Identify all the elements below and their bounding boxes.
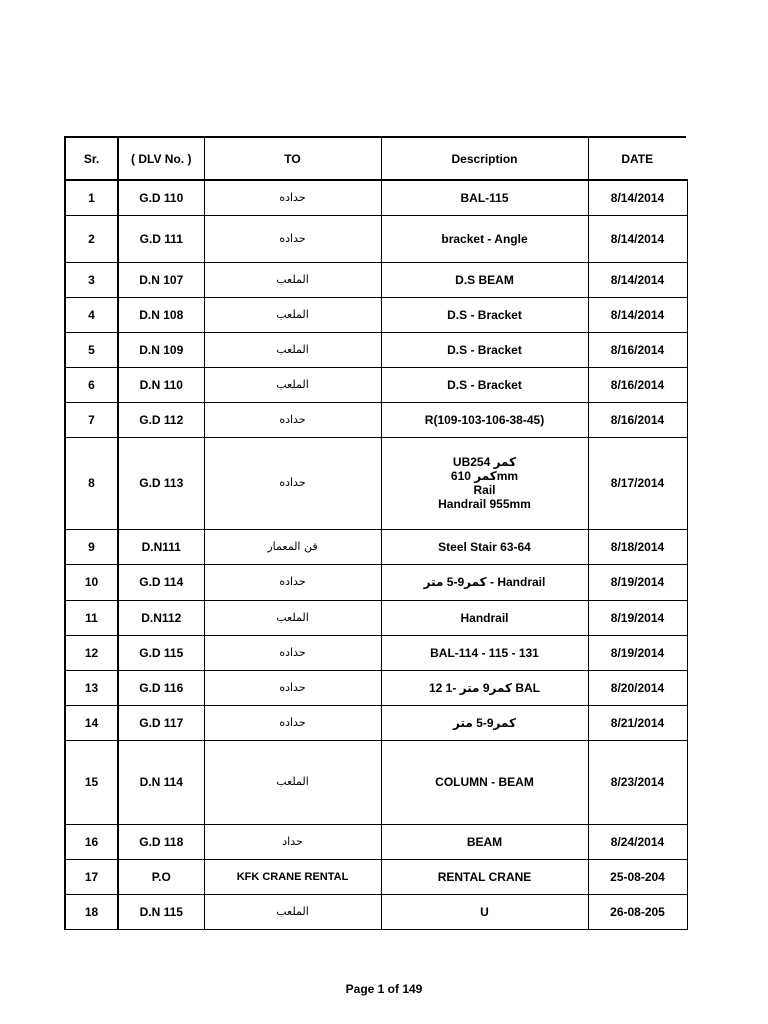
cell-date: 8/14/2014	[588, 180, 687, 215]
header-sr: Sr.	[65, 137, 118, 180]
cell-description	[381, 859, 588, 894]
header-description: Description	[381, 137, 588, 180]
description-line: كمر9-5 متر	[452, 715, 516, 730]
cell-dlv-no: D.N 107	[118, 262, 204, 297]
cell-dlv-no: D.N 114	[118, 740, 204, 824]
cell-dlv-no: G.D 111	[118, 215, 204, 262]
table-row	[65, 635, 687, 670]
cell-sr: 6	[65, 367, 118, 402]
cell-to: حداده	[204, 705, 381, 740]
cell-to: الملعب	[204, 600, 381, 635]
cell-sr: 17	[65, 859, 118, 894]
cell-to: حداده	[204, 670, 381, 705]
description-line: bracket - Angle	[441, 231, 528, 246]
cell-dlv-no: D.N 109	[118, 332, 204, 367]
cell-to: حداده	[204, 402, 381, 437]
cell-dlv-no: D.N 110	[118, 367, 204, 402]
cell-date: 8/16/2014	[588, 402, 687, 437]
cell-to: الملعب	[204, 367, 381, 402]
description-line: D.S - Bracket	[447, 377, 522, 392]
cell-dlv-no: G.D 118	[118, 824, 204, 859]
description-line: BAL-114 - 115 - 131	[430, 645, 539, 660]
cell-sr: 15	[65, 740, 118, 824]
cell-dlv-no: G.D 113	[118, 437, 204, 529]
table-row	[65, 705, 687, 740]
cell-description	[381, 367, 588, 402]
cell-dlv-no: G.D 115	[118, 635, 204, 670]
cell-date: 8/19/2014	[588, 635, 687, 670]
cell-description	[381, 564, 588, 600]
description-line: U	[480, 904, 489, 919]
table-row	[65, 529, 687, 564]
table-header-row	[65, 137, 687, 180]
cell-to: الملعب	[204, 297, 381, 332]
cell-to: KFK CRANE RENTAL	[204, 859, 381, 894]
cell-date: 8/17/2014	[588, 437, 687, 529]
cell-sr: 10	[65, 564, 118, 600]
table-row	[65, 402, 687, 437]
delivery-log-table	[64, 136, 688, 930]
cell-to: حداده	[204, 180, 381, 215]
cell-description	[381, 670, 588, 705]
cell-sr: 1	[65, 180, 118, 215]
cell-date: 8/14/2014	[588, 215, 687, 262]
description-line: BEAM	[466, 834, 503, 849]
cell-description	[381, 600, 588, 635]
cell-description	[381, 824, 588, 859]
cell-description	[381, 705, 588, 740]
cell-dlv-no: D.N 115	[118, 894, 204, 929]
cell-to: حداده	[204, 437, 381, 529]
cell-to: الملعب	[204, 740, 381, 824]
table-row	[65, 824, 687, 859]
cell-to: الملعب	[204, 332, 381, 367]
header-date: DATE	[588, 137, 687, 180]
cell-to: حداده	[204, 635, 381, 670]
cell-date: 8/21/2014	[588, 705, 687, 740]
table-row	[65, 894, 687, 929]
cell-sr: 5	[65, 332, 118, 367]
cell-dlv-no: G.D 112	[118, 402, 204, 437]
table-row	[65, 564, 687, 600]
header-dlv-no: ( DLV No. )	[118, 137, 204, 180]
cell-sr: 13	[65, 670, 118, 705]
cell-dlv-no: G.D 117	[118, 705, 204, 740]
cell-to: فن المعمار	[204, 529, 381, 564]
cell-date: 8/14/2014	[588, 297, 687, 332]
cell-description	[381, 297, 588, 332]
cell-sr: 3	[65, 262, 118, 297]
description-line: RENTAL CRANE	[437, 869, 532, 884]
cell-date: 8/19/2014	[588, 600, 687, 635]
table-row	[65, 215, 687, 262]
cell-date: 8/24/2014	[588, 824, 687, 859]
table-row	[65, 297, 687, 332]
cell-to: الملعب	[204, 894, 381, 929]
cell-date: 8/18/2014	[588, 529, 687, 564]
header-to: TO	[204, 137, 381, 180]
cell-sr: 2	[65, 215, 118, 262]
description-line: R(109-103-106-38-45)	[424, 412, 545, 427]
cell-date: 8/16/2014	[588, 367, 687, 402]
cell-description	[381, 332, 588, 367]
description-line: كمر9-5 متر - Handrail	[423, 575, 546, 589]
table-row	[65, 670, 687, 705]
cell-sr: 8	[65, 437, 118, 529]
cell-description	[381, 635, 588, 670]
table-row	[65, 437, 687, 529]
table-row	[65, 180, 687, 215]
cell-to: حداد	[204, 824, 381, 859]
description-line: BAL-115	[460, 190, 509, 205]
page-number: Page 1 of 149	[345, 982, 423, 996]
description-line: Handrail	[460, 610, 509, 625]
description-line: D.S - Bracket	[447, 307, 522, 322]
cell-sr: 11	[65, 600, 118, 635]
cell-description	[381, 740, 588, 824]
table-row	[65, 262, 687, 297]
cell-date: 8/14/2014	[588, 262, 687, 297]
description-line: D.S BEAM	[455, 272, 514, 287]
cell-to: الملعب	[204, 262, 381, 297]
description-line: D.S - Bracket	[447, 342, 522, 357]
description-line: COLUMN - BEAM	[435, 775, 534, 789]
cell-date: 8/16/2014	[588, 332, 687, 367]
description-line: كمر 610mm	[450, 469, 519, 483]
description-line: كمر9 متر -1 12 BAL	[428, 680, 541, 695]
cell-dlv-no: G.D 110	[118, 180, 204, 215]
cell-description	[381, 180, 588, 215]
cell-date: 8/19/2014	[588, 564, 687, 600]
description-line: Handrail 955mm	[438, 497, 531, 511]
cell-to: حداده	[204, 564, 381, 600]
cell-dlv-no: G.D 116	[118, 670, 204, 705]
cell-sr: 18	[65, 894, 118, 929]
cell-dlv-no: D.N112	[118, 600, 204, 635]
cell-dlv-no: D.N 108	[118, 297, 204, 332]
cell-description	[381, 529, 588, 564]
description-line: Steel Stair 63-64	[438, 539, 531, 554]
cell-date: 8/23/2014	[588, 740, 687, 824]
table-row	[65, 332, 687, 367]
cell-sr: 16	[65, 824, 118, 859]
cell-description	[381, 437, 588, 529]
table-row	[65, 367, 687, 402]
table-row	[65, 600, 687, 635]
cell-to: حداده	[204, 215, 381, 262]
cell-date: 26-08-205	[588, 894, 687, 929]
cell-sr: 4	[65, 297, 118, 332]
cell-sr: 12	[65, 635, 118, 670]
cell-description	[381, 262, 588, 297]
table-body	[65, 180, 687, 929]
cell-description	[381, 894, 588, 929]
cell-sr: 14	[65, 705, 118, 740]
table-row	[65, 740, 687, 824]
cell-description	[381, 215, 588, 262]
cell-dlv-no: G.D 114	[118, 564, 204, 600]
description-line: Rail	[473, 483, 496, 497]
cell-dlv-no: P.O	[118, 859, 204, 894]
delivery-log-sheet	[64, 136, 688, 930]
cell-date: 8/20/2014	[588, 670, 687, 705]
cell-dlv-no: D.N111	[118, 529, 204, 564]
cell-description	[381, 402, 588, 437]
table-row	[65, 859, 687, 894]
description-line: UB254 كمر	[452, 455, 517, 469]
cell-sr: 7	[65, 402, 118, 437]
cell-date: 25-08-204	[588, 859, 687, 894]
cell-sr: 9	[65, 529, 118, 564]
